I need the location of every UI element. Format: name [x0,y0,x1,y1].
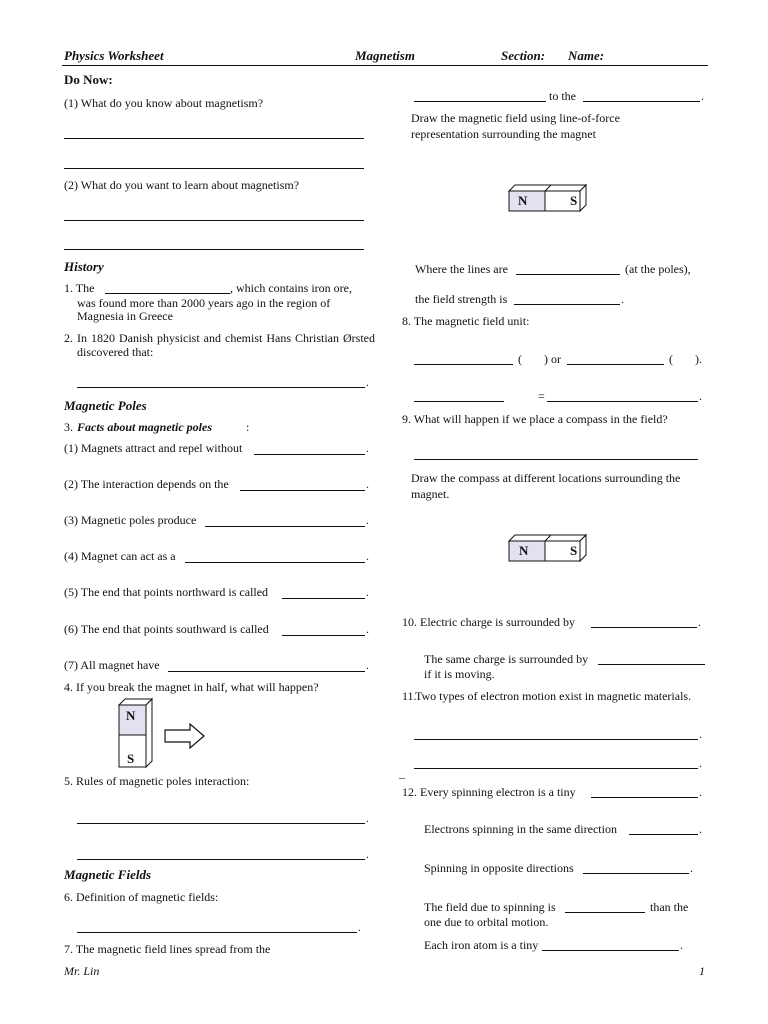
magnet-n-label: N [518,193,528,208]
period: . [366,477,369,491]
period: . [701,89,704,103]
answer-blank[interactable] [591,627,697,628]
paren-close-or: ) or [544,352,561,366]
do-now-question-2: (2) What do you want to learn about magnetism? [64,178,300,192]
answer-line[interactable] [77,932,357,933]
answer-line[interactable] [64,168,364,169]
answer-line[interactable] [77,859,365,860]
answer-blank[interactable] [282,598,365,599]
magnetic-poles-heading: Magnetic Poles [64,398,147,413]
do-now-heading: Do Now: [64,72,113,87]
right-item-11-text: Two types of electron motion exist in magnetic materials. [415,689,692,703]
section-label: Section: [501,48,546,63]
worksheet-title: Physics Worksheet [64,48,164,63]
footer-author: Mr. Lin [64,964,100,978]
period: . [366,622,369,636]
fields-item-6: 6. Definition of magnetic fields: [64,890,219,904]
answer-blank[interactable] [516,274,620,275]
period: . [699,756,702,770]
iron-atom-text: Each iron atom is a tiny [424,938,539,952]
opposite-direction-text: Spinning in opposite directions [424,861,574,875]
answer-blank[interactable] [414,364,513,365]
period: . [366,585,369,599]
do-now-question-1: (1) What do you know about magnetism? [64,96,264,110]
draw-compass-instruction-line1: Draw the compass at different locations surrounding the [411,471,681,485]
field-spinning-line2: one due to orbital motion. [424,915,549,929]
answer-line[interactable] [414,459,698,460]
history-item-1-line3: Magnesia in Greece [77,309,173,323]
paren-close: ). [695,352,702,366]
answer-blank[interactable] [598,664,705,665]
draw-compass-instruction-line2: magnet. [411,487,450,501]
poles-item-5: 5. Rules of magnetic poles interaction: [64,774,250,788]
draw-field-instruction-line2: representation surrounding the magnet [411,127,596,141]
pole-fact-4: (4) Magnet can act as a [64,549,176,563]
page-number: 1 [699,964,705,978]
answer-blank[interactable] [629,834,698,835]
stray-dash: _ [399,766,405,780]
answer-line[interactable] [64,220,364,221]
header-rule [62,65,708,66]
magnetic-fields-heading: Magnetic Fields [64,867,152,882]
answer-blank[interactable] [514,304,620,305]
answer-blank[interactable] [567,364,664,365]
answer-line[interactable] [77,387,365,388]
answer-blank[interactable] [205,526,365,527]
period: . [699,822,702,836]
paren-open: ( [518,352,522,366]
period: . [366,549,369,563]
topic-title: Magnetism [355,48,415,63]
right-item-12: 12. Every spinning electron is a tiny [402,785,576,799]
pole-fact-5: (5) The end that points northward is called [64,585,269,599]
history-item-1-line2: was found more than 2000 years ago in the region of [77,296,331,310]
name-label: Name: [568,48,605,63]
to-the-text: to the [549,89,576,103]
right-item-8: 8. The magnetic field unit: [402,314,530,328]
magnet-s-label: S [570,193,578,208]
period: . [699,727,702,741]
paren-open: ( [669,352,673,366]
period: . [366,441,369,455]
answer-blank[interactable] [583,101,700,102]
magnet-n-label: N [126,708,136,723]
history-item-2-number: 2. [64,331,73,345]
history-heading: History [64,259,104,274]
poles-item-3-label: Facts about magnetic poles [77,420,212,434]
answer-line[interactable] [64,138,364,139]
period: . [699,785,702,799]
answer-blank[interactable] [254,454,365,455]
period: . [366,375,369,389]
period: . [680,938,683,952]
period: . [699,389,702,403]
answer-blank[interactable] [565,912,645,913]
at-poles-text: (at the poles), [625,262,691,276]
period: . [698,615,701,629]
field-strength-text: the field strength is [415,292,508,306]
history-item-1-start: 1. The [64,281,95,295]
answer-blank[interactable] [168,671,365,672]
answer-blank[interactable] [414,401,504,402]
period: . [366,513,369,527]
answer-line[interactable] [77,823,365,824]
answer-blank[interactable] [414,101,546,102]
period: . [366,847,369,861]
poles-item-4: 4. If you break the magnet in half, what will happen? [64,680,319,694]
poles-item-3-colon: : [246,420,250,434]
equals-sign: = [538,389,545,403]
answer-blank[interactable] [542,950,679,951]
field-spinning-text: The field due to spinning is [424,900,556,914]
pole-fact-1: (1) Magnets attract and repel without [64,441,243,455]
answer-line[interactable] [414,768,698,769]
draw-field-instruction-line1: Draw the magnetic field using line-of-force [411,111,620,125]
right-item-11-number: 11. [402,689,417,703]
pole-fact-6: (6) The end that points southward is called [64,622,269,636]
period: . [366,811,369,825]
answer-blank[interactable] [105,293,230,294]
history-item-1-rest: , which contains iron ore, [230,281,352,295]
period: . [366,658,369,672]
answer-blank[interactable] [583,873,689,874]
period: . [690,861,693,875]
answer-blank[interactable] [185,562,365,563]
right-arrow-icon [164,723,206,749]
right-item-9: 9. What will happen if we place a compass in the field? [402,412,668,426]
same-charge-text-line2: if it is moving. [424,667,495,681]
pole-fact-3: (3) Magnetic poles produce [64,513,197,527]
magnet-n-label: N [519,543,529,558]
fields-item-7: 7. The magnetic field lines spread from the [64,942,271,956]
answer-blank[interactable] [240,490,365,491]
right-item-10: 10. Electric charge is surrounded by [402,615,576,629]
poles-item-3-number: 3. [64,420,73,434]
period: . [358,920,361,934]
field-spinning-than: than the [650,900,689,914]
answer-line[interactable] [64,249,364,250]
answer-blank[interactable] [591,797,698,798]
period: . [621,292,624,306]
same-direction-text: Electrons spinning in the same direction [424,822,617,836]
pole-fact-2: (2) The interaction depends on the [64,477,229,491]
same-charge-text: The same charge is surrounded by [424,652,589,666]
answer-blank[interactable] [282,635,365,636]
pole-fact-7: (7) All magnet have [64,658,160,672]
history-item-2-text: In 1820 Danish physicist and chemist Hans Christian Ørsted discovered that: [77,331,375,359]
magnet-s-label: S [570,543,578,558]
answer-line[interactable] [414,739,698,740]
magnet-s-label: S [127,751,135,766]
lines-are-text: Where the lines are [415,262,508,276]
answer-blank[interactable] [547,401,698,402]
